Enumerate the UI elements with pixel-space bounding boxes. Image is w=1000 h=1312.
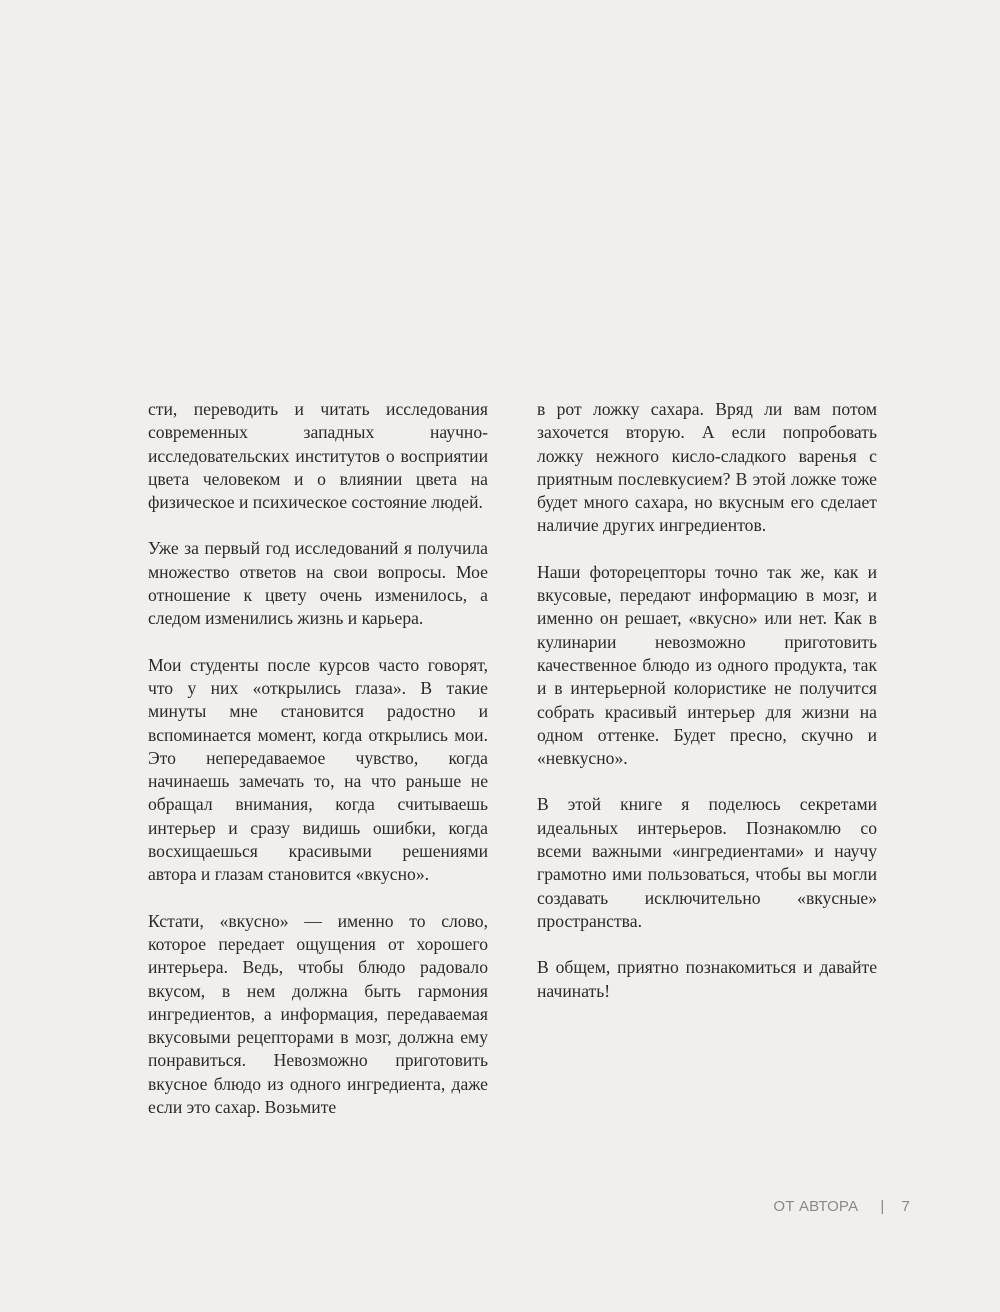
paragraph: В этой книге я поделюсь секретами идеальных интерьеров. Познакомлю со всеми важными «ингредиентами» и научу грамотно ими пользоваться, чтобы вы могли создавать исключительно «вкусные» пространства.: [537, 794, 877, 931]
paragraph: Уже за первый год исследований я получила множество ответов на свои вопросы. Мое отношение к цвету очень изменилось, а следом изменились жизнь и карьера.: [148, 538, 488, 629]
paragraph: сти, переводить и читать исследования современных западных научно-исследовательских институтов о восприятии цвета человеком и о влиянии цвета на физическое и психическое состояние людей.: [148, 399, 488, 513]
text-column-left: [148, 398, 488, 1119]
paragraph: В общем, приятно познакомиться и давайте начинать!: [537, 957, 877, 1001]
paragraph: в рот ложку сахара. Вряд ли вам потом захочется вторую. А если попробовать ложку нежного кисло-сладкого варенья с приятным послевкусием? В этой ложке тоже будет много сахара, но вкусным его сделает наличие других ингредиентов.: [537, 399, 877, 536]
page-footer: [773, 1198, 910, 1215]
footer-separator: |: [880, 1198, 885, 1215]
running-header-section: ОТ АВТОРА: [773, 1198, 859, 1215]
paragraph: Наши фоторецепторы точно так же, как и вкусовые, передают информацию в мозг, и именно он решает, «вкусно» или нет. Как в кулинарии невозможно приготовить качественное блюдо из одного продукта, так и в интерьерной колористике не получится собрать красивый интерьер для жизни на одном оттенке. Будет пресно, скучно и «невкусно».: [537, 561, 877, 769]
paragraph: Мои студенты после курсов часто говорят, что у них «открылись глаза». В такие минуты мне становится радостно и вспоминается момент, когда открылись мои. Это непередаваемое чувство, когда начинаешь замечать то, на что раньше не обращал внимания, когда считываешь интерьер и сразу видишь ошибки, когда восхищаешься красивыми решениями автора и глазам становится «вкусно».: [148, 654, 488, 885]
paragraph: Кстати, «вкусно» — именно то слово, которое передает ощущения от хорошего интерьера. Ведь, чтобы блюдо радовало вкусом, в нем должна быть гармония ингредиентов, а информация, передаваемая вкусовыми рецепторами в мозг, должна ему понравиться. Невозможно приготовить вкусное блюдо из одного ингредиента, даже если это сахар. Возьмите: [148, 910, 488, 1118]
page-number: 7: [901, 1198, 910, 1215]
text-column-right: [537, 398, 877, 1003]
